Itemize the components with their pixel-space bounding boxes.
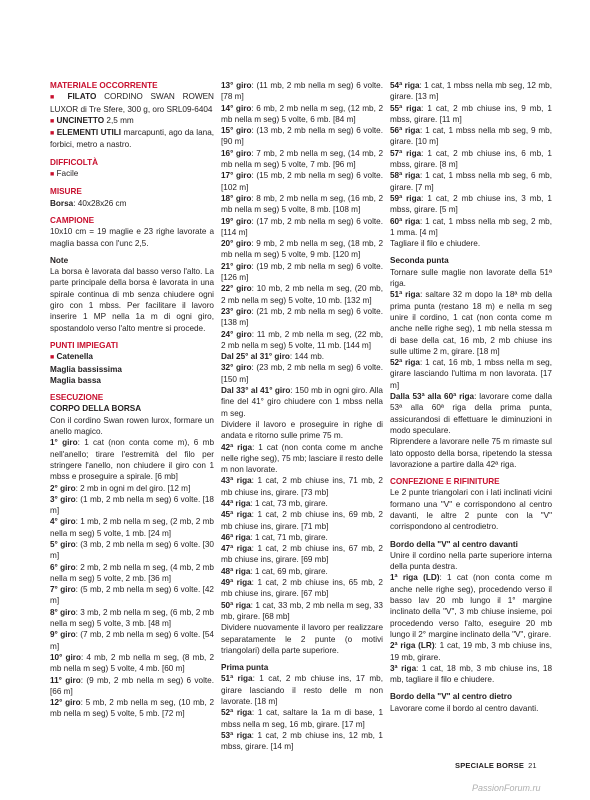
instruction-step: 3ª riga: 1 cat, 18 mb, 3 mb chiuse ins, 18 mb, tagliare il filo e chiudere. — [390, 663, 553, 685]
instruction-step: 46ª riga: 1 cat, 71 mb, girare. — [221, 532, 328, 542]
prima-punta-heading: Prima punta — [221, 663, 269, 673]
seconda-end: Riprendere a lavorare nelle 75 m rimaste sul lato opposto della borsa, ripetendo la stessa lavorazione a partire dalla 42ª riga. — [390, 437, 552, 469]
instruction-step: 43ª riga: 1 cat, 2 mb chiuse ins, 71 mb, 2 mb chiuse ins, girare. [73 mb] — [221, 476, 383, 497]
instruction-step: 10° giro: 4 mb, 2 mb nella m seg, (8 mb, 2 mb nella m seg) 5 volte, 4 mb. [60 m] — [50, 652, 214, 674]
instruction-step: Dal 33° al 41° giro: 150 mb in ogni giro. Alla fine del 41° giro chiudere con 1 mbss nella m seg. — [221, 386, 383, 418]
esecuzione-heading: ESECUZIONE — [50, 393, 104, 403]
instruction-step: 22° giro: 10 mb, 2 mb nella m seg, (20 mb, 2 mb nella m seg) 5 volte, 10 mb. [132 m] — [221, 284, 383, 305]
watermark: PassionForum.ru — [472, 783, 541, 793]
instruction-step: 50ª riga: 1 cat, 33 mb, 2 mb nella m seg, 33 mb, girare. [68 mb] — [221, 600, 383, 621]
instruction-step: 19° giro: (17 mb, 2 mb nella m seg) 6 volte. [114 m] — [221, 216, 384, 237]
confezione-text: Le 2 punte triangolari con i lati inclinati vicini formano una "V" e corrispondono al centro davanti, le altre 2 punte con la "V" corrispondono al centrodietro. — [390, 488, 552, 532]
instruction-step: Dal 25° al 31° giro: 144 mb. — [221, 352, 325, 362]
column-1 — [50, 80, 214, 720]
square-bullet-icon: ■ — [50, 117, 55, 125]
instruction-step: 15° giro: (13 mb, 2 mb nella m seg) 6 volte. [90 m] — [221, 126, 384, 147]
prima-end: Tagliare il filo e chiudere. — [390, 239, 481, 249]
instruction-step: 42ª riga: 1 cat (non conta come m anche nelle righe seg), 75 mb; lasciare il resto delle m non lavorate. — [221, 442, 384, 475]
punti-item: ■ Catenella — [50, 352, 93, 362]
instruction-step: 59ª riga: 1 cat, 2 mb chiuse ins, 3 mb, 1 mbss, girare. [5 m] — [390, 193, 552, 215]
square-bullet-icon: ■ — [50, 94, 60, 102]
instruction-step: 52ª riga: 1 cat, saltare la 1a m di base, 1 mbss nella m seg, 16 mb, girare. [17 m] — [221, 708, 383, 729]
bordo-list — [390, 572, 552, 685]
punti-item: Maglia bassissima — [50, 364, 122, 374]
instruction-step: 55ª riga: 1 cat, 2 mb chiuse ins, 9 mb, 1 mbss, girare. [11 m] — [390, 103, 552, 124]
instruction-step: 4° giro: 1 mb, 2 mb nella m seg, (2 mb, 2 mb nella m seg) 5 volte, 1 mb. [24 m] — [50, 517, 214, 538]
difficolta-heading: DIFFICOLTÀ — [50, 157, 99, 167]
corpo-intro: Con il cordino Swan rowen lurox, formare un anello magico. — [50, 415, 214, 437]
instruction-step: 32° giro: (23 mb, 2 mb nella m seg) 6 volte. [150 m] — [221, 363, 384, 384]
instruction-step: 51ª riga: 1 cat, 2 mb chiuse ins, 17 mb, girare lasciando il resto delle m non lavorate. [18 m] — [221, 674, 383, 707]
punti-heading: PUNTI IMPIEGATI — [50, 340, 119, 350]
instruction-step: 8° giro: 3 mb, 2 mb nella m seg, (6 mb, 2 mb nella m seg) 5 volte, 3 mb. [48 m] — [50, 607, 214, 629]
instruction-step: 60ª riga: 1 cat, 1 mbss nella mb seg, 2 mb, 1 mma. [4 m] — [390, 216, 552, 237]
difficolta-line: ■ Facile — [50, 169, 79, 179]
instruction-step: 58ª riga: 1 cat, 1 mbss nella mb seg, 6 mb, girare. [7 m] — [390, 171, 552, 192]
divide-text: Dividere il lavoro e proseguire in righe di andata e ritorno sulle prime 75 m. — [221, 419, 383, 441]
instruction-step: 5° giro: (3 mb, 2 mb nella m seg) 6 volte. [30 m] — [50, 539, 214, 561]
section-name: SPECIALE BORSE — [455, 761, 525, 770]
column-3 — [390, 80, 552, 714]
instruction-step: 45ª riga: 1 cat, 2 mb chiuse ins, 69 mb, 2 mb chiuse ins, girare. [71 mb] — [221, 510, 383, 531]
righe-list — [221, 442, 383, 623]
instruction-step: 1° giro: 1 cat (non conta come m), 6 mb nell'anello; tirare l'estremità del filo per stringere l'anello, non chiudere il giro con 1 mbss e proseguire a spirale. [6 mb] — [50, 438, 214, 482]
instruction-step: Dalla 53ª alla 60ª riga: lavorare come dalla 53ª alla 60ª riga della prima punta, assicurandosi di effettuare le diminuzioni in modo speculare. — [390, 392, 552, 435]
seconda-list — [390, 289, 552, 436]
instruction-step: 1ª riga (LD): 1 cat (non conta come m anche nelle righe seg), procedendo verso il basso lav 20 mb lungo il 1° margine inclinato della "V", 3 mb chiuse insieme, poi procedendo verso l'alto, eseguire 20 mb lungo il 2° margine inclinato della "V", girare. — [390, 573, 552, 639]
instruction-step: 12° giro: 5 mb, 2 mb nella m seg, (10 mb, 2 mb nella m seg) 5 volte, 5 mb. [72 m] — [50, 698, 215, 719]
uncinetto-line: ■ UNCINETTO 2,5 mm — [50, 115, 134, 125]
column-2 — [221, 80, 383, 753]
square-bullet-icon: ■ — [50, 354, 55, 362]
instruction-step: 24° giro: 11 mb, 2 mb nella m seg, (22 mb, 2 mb nella m seg) 5 volte, 11 mb. [144 m] — [221, 329, 383, 350]
instruction-step: 47ª riga: 1 cat, 2 mb chiuse ins, 67 mb, 2 mb chiuse ins, girare. [69 mb] — [221, 544, 383, 565]
bordo-dietro-heading: Bordo della "V" al centro dietro — [390, 692, 512, 702]
instruction-step: 20° giro: 9 mb, 2 mb nella m seg, (18 mb, 2 mb nella m seg) 5 volte, 9 mb. [120 m] — [221, 239, 383, 260]
misure-heading: MISURE — [50, 187, 82, 197]
instruction-step: 44ª riga: 1 cat, 73 mb, girare. — [221, 498, 328, 508]
bordo-davanti-intro: Unire il cordino nella parte superiore interna della punta destra. — [390, 550, 552, 572]
page-footer — [455, 761, 537, 770]
square-bullet-icon: ■ — [50, 171, 55, 179]
instruction-step: 49ª riga: 1 cat, 2 mb chiuse ins, 65 mb, 2 mb chiuse ins, girare. [67 mb] — [221, 578, 383, 599]
instruction-step: 2ª riga (LR): 1 cat, 19 mb, 3 mb chiuse ins, 19 mb, girare. — [390, 641, 552, 662]
note-text: La borsa è lavorata dal basso verso l'alto. La parte principale della borsa è lavorata in una spirale continua di mb senza chiudere ogni giro con 1 mbss. Per facilitare il lavoro inserire 1 MP nella 1a m di ogni giro, spostandolo verso l'alto mentre si procede. — [50, 267, 214, 333]
bordo-davanti-heading: Bordo della "V" al centro davanti — [390, 539, 518, 549]
instruction-step: 11° giro: (9 mb, 2 mb nella m seg) 6 volte. [66 m] — [50, 675, 214, 696]
punti-item: Maglia bassa — [50, 375, 101, 385]
elementi-line: ■ ELEMENTI UTILI marcapunti, ago da lana, forbici, metro a nastro. — [50, 128, 215, 150]
seconda-intro: Tornare sulle maglie non lavorate della 51ª riga. — [390, 267, 552, 289]
giri-list — [221, 80, 383, 419]
prima-list — [221, 673, 383, 752]
seconda-punta-heading: Seconda punta — [390, 256, 449, 266]
corpo-heading: CORPO DELLA BORSA — [50, 404, 142, 414]
prima-list — [390, 80, 552, 238]
divide2-text: Dividere nuovamente il lavoro per realizzare separatamente le 2 punte (o motivi triangolari) della parte superiore. — [221, 623, 383, 655]
bordo-dietro-text: Lavorare come il bordo al centro davanti. — [390, 703, 539, 713]
instruction-step: 53ª riga: 1 cat, 2 mb chiuse ins, 12 mb, 1 mbss, girare. [14 m] — [221, 730, 383, 752]
instruction-step: 9° giro: (7 mb, 2 mb nella m seg) 6 volte. [54 m] — [50, 630, 214, 651]
instruction-step: 57ª riga: 1 cat, 2 mb chiuse ins, 6 mb, 1 mbss, girare. [8 m] — [390, 148, 552, 170]
instruction-step: 17° giro: (15 mb, 2 mb nella m seg) 6 volte. [102 m] — [221, 171, 384, 192]
filato-line: ■ FILATO CORDINO SWAN ROWEN LUXOR di Tre Sfere, 300 g, oro SRL09-6404 — [50, 92, 214, 114]
campione-heading: CAMPIONE — [50, 215, 95, 225]
instruction-step: 21° giro: (19 mb, 2 mb nella m seg) 6 volte. [126 m] — [221, 261, 384, 283]
instruction-step: 14° giro: 6 mb, 2 mb nella m seg, (12 mb, 2 mb nella m seg) 5 volte, 6 mb. [84 m] — [221, 103, 383, 124]
instruction-step: 48ª riga: 1 cat, 69 mb, girare. — [221, 566, 328, 576]
instruction-step: 2° giro: 2 mb in ogni m del giro. [12 m] — [50, 483, 191, 493]
giri-list — [50, 437, 214, 719]
instruction-step: 52ª riga: 1 cat, 16 mb, 1 mbss nella m seg, girare lasciando l'ultima m non lavorata. [17 m] — [390, 358, 552, 390]
square-bullet-icon: ■ — [50, 130, 55, 138]
instruction-step: 16° giro: 7 mb, 2 mb nella m seg, (14 mb, 2 mb nella m seg) 5 volte, 7 mb. [96 m] — [221, 148, 383, 170]
instruction-step: 3° giro: (1 mb, 2 mb nella m seg) 6 volte. [18 m] — [50, 494, 214, 516]
campione-text: 10x10 cm = 19 maglie e 23 righe lavorate a maglia bassa con l'unc 2,5. — [50, 227, 214, 248]
instruction-step: 23° giro: (21 mb, 2 mb nella m seg) 6 volte. [138 m] — [221, 306, 384, 328]
materiale-heading: MATERIALE OCCORRENTE — [50, 81, 158, 90]
note-heading: Note — [50, 255, 69, 265]
instruction-step: 51ª riga: saltare 32 m dopo la 18ª mb della prima punta (restano 18 m) e nella m seg unire il cordino, 1 cat (non conta come m anche nelle righe seg), 1 mb nella stessa m di base della cat, 16 mb, 2 mb chiuse ins sulle ultime 2 m, girare. [18 m] — [390, 290, 552, 356]
confezione-heading: CONFEZIONE E RIFINITURE — [390, 477, 500, 487]
instruction-step: 56ª riga: 1 cat, 1 mbss nella mb seg, 9 mb, girare. [10 m] — [390, 126, 552, 147]
instruction-step: 6° giro: 2 mb, 2 mb nella m seg, (4 mb, 2 mb nella m seg) 5 volte, 2 mb. [36 m] — [50, 562, 214, 583]
instruction-step: 7° giro: (5 mb, 2 mb nella m seg) 6 volte. [42 m] — [50, 585, 214, 606]
instruction-step: 54ª riga: 1 cat, 1 mbss nella mb seg, 12 mb, girare. [13 m] — [390, 81, 552, 102]
instruction-step: 18° giro: 8 mb, 2 mb nella m seg, (16 mb, 2 mb nella m seg) 5 volte, 8 mb. [108 m] — [221, 193, 383, 215]
instruction-step: 13° giro: (11 mb, 2 mb nella m seg) 6 volte. [78 m] — [221, 81, 384, 102]
page-number: 21 — [528, 761, 537, 770]
misure-line: Borsa: 40x28x26 cm — [50, 198, 127, 208]
